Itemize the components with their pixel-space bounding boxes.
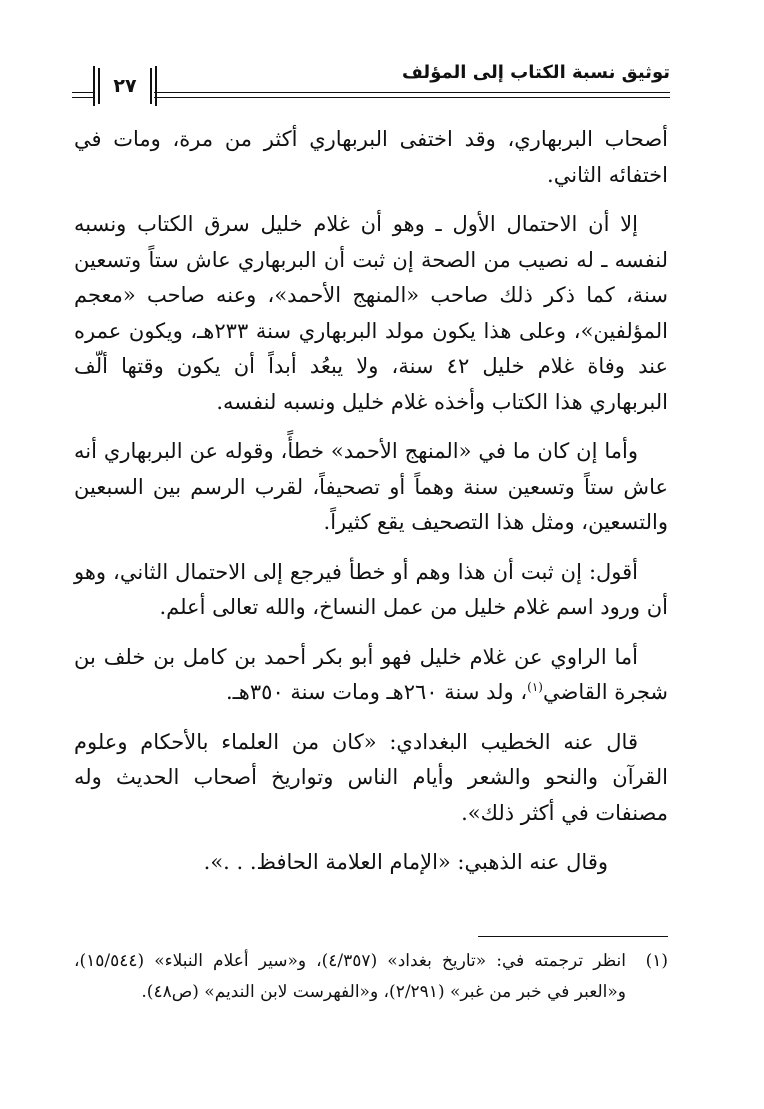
paragraph-text: ، ولد سنة ٢٦٠هـ ومات سنة ٣٥٠هـ. — [225, 680, 528, 704]
footnote-ref[interactable]: (١) — [527, 680, 543, 694]
folio-rule-left — [72, 92, 94, 93]
footnote-text: انظر ترجمته في: «تاريخ بغداد» (٤/٣٥٧)، و«سير أعلام النبلاء» (١٥/٥٤٤)، و«العبر في خبر من غبر» (٢/٢٩١)، و«الفهرست لابن النديم» (ص٤٨). — [74, 951, 626, 1002]
footnote — [74, 946, 668, 1008]
paragraph-text: أما الراوي عن غلام خليل فهو أبو بكر أحمد بن كامل بن خلف بن شجرة القاضي — [74, 644, 668, 704]
footnote-number: (١) — [645, 951, 668, 971]
footnotes — [74, 946, 668, 1008]
paragraph: أصحاب البربهاري، وقد اختفى البربهاري أكثر من مرة، ومات في اختفائه الثاني. — [74, 127, 668, 187]
folio-rule-left-double — [72, 97, 94, 98]
paragraph: أقول: إن ثبت أن هذا وهم أو خطأ فيرجع إلى الاحتمال الثاني، وهو أن ورود اسم غلام خليل من عمل النساخ، والله تعالى أعلم. — [74, 559, 668, 619]
paragraph: قال عنه الخطيب البغدادي: «كان من العلماء بالأحكام وعلوم القرآن والنحو والشعر وأيام الناس وتواريخ أصحاب الحديث وله مصنفات في أكثر ذلك». — [74, 729, 668, 825]
paragraph: وقال عنه الذهبي: «الإمام العلامة الحافظ. . .». — [203, 850, 608, 874]
running-header — [72, 58, 670, 106]
chapter-title: توثيق نسبة الكتاب إلى المؤلف — [402, 62, 670, 83]
paragraph: إلا أن الاحتمال الأول ـ وهو أن غلام خليل سرق الكتاب ونسبه لنفسه ـ له نصيب من الصحة إن ثبت أن البربهاري عاش ستاً وتسعين سنة، كما ذكر ذلك صاحب «المنهج الأحمد»، وعنه صاحب «معجم المؤلفين»، وعلى هذا يكون مولد البربهاري سنة ٢٣٣هـ، ويكون عمره عند وفاة غلام خليل ٤٢ سنة، ولا يبعُد أبداً أن يكون وقتها ألّف البربهاري هذا الكتاب وأخذه غلام خليل ونسبه لنفسه. — [74, 212, 669, 414]
header-rule-double — [154, 97, 670, 98]
footnote-separator — [478, 936, 668, 937]
header-rule — [154, 92, 670, 93]
paragraph: وأما إن كان ما في «المنهج الأحمد» خطأً، وقوله عن البربهاري أنه عاش ستاً وتسعين سنة وهماً أو تصحيفاً، لقرب الرسم بين السبعين والتسعين، ومثل هذا التصحيف يقع كثيراً. — [74, 439, 668, 534]
page-number: ٢٧ — [98, 68, 152, 104]
main-text — [74, 122, 668, 895]
paragraph-qadi — [74, 640, 668, 711]
